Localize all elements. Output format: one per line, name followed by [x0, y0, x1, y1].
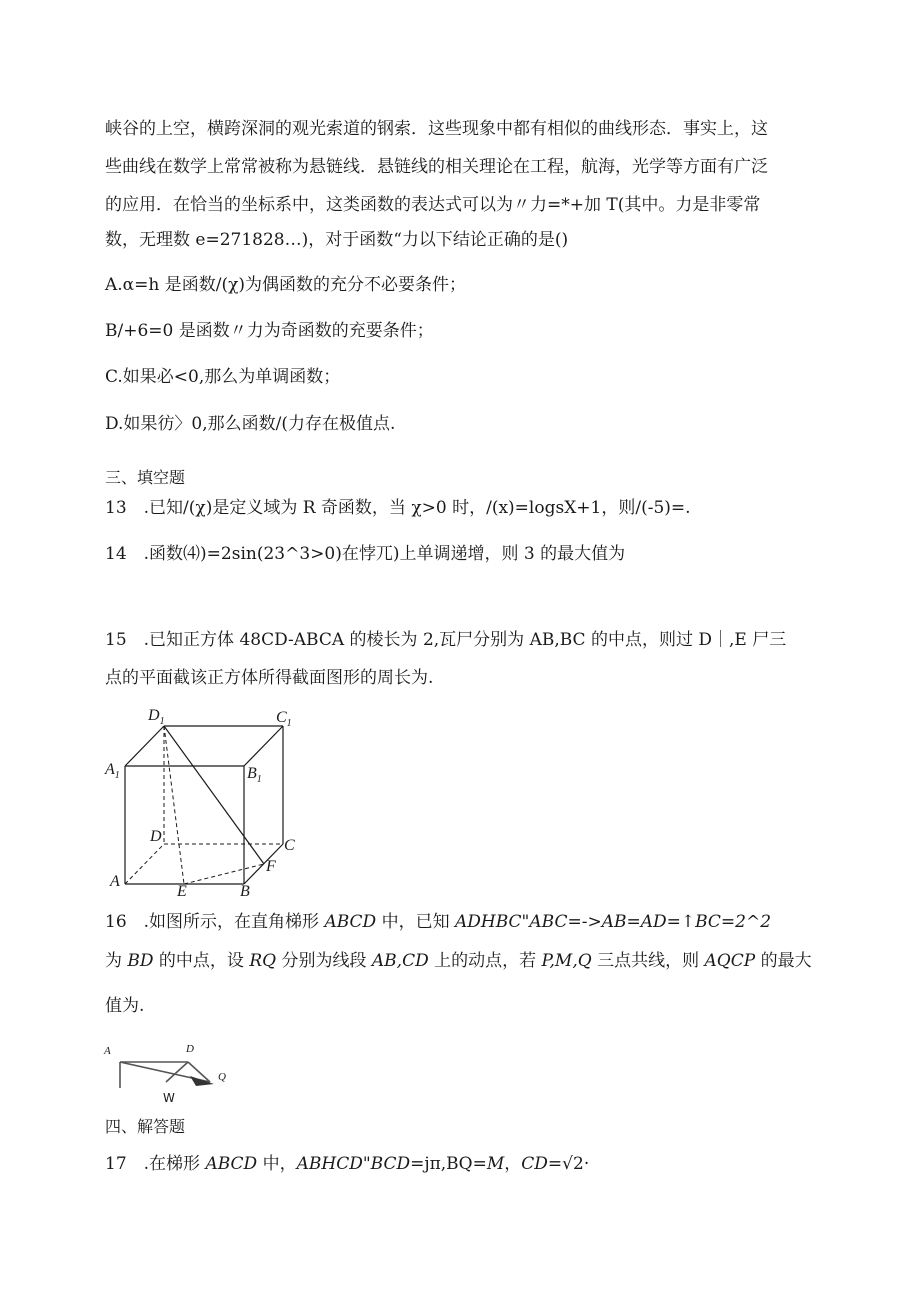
intro-line-4: 数，无理数 e=271828…)，对于函数“力以下结论正确的是() [105, 230, 569, 250]
option-c: C.如果必<0,那么为单调函数； [105, 367, 341, 387]
label-d1: $D_1$ [148, 707, 165, 727]
label-a: A [110, 873, 120, 890]
option-a: A.α=h 是函数/(χ)为偶函数的充分不必要条件； [105, 275, 467, 295]
question-16-line-2: 为 BD 的中点，设 RQ 分别为线段 AB,CD 上的动点，若 P,M,Q 三点共线，则 AQCP 的最大 [105, 951, 812, 971]
label-c1: $C_1$ [276, 709, 292, 729]
section-heading-solutions: 四、解答题 [105, 1117, 186, 1136]
trap-label-q: Q [218, 1071, 226, 1083]
label-c: C [284, 837, 295, 854]
cube-figure [100, 700, 310, 898]
intro-line-3: 的应用．在恰当的坐标系中，这类函数的表达式可以为〃力=*+加 T(其中。力是非零常 [105, 195, 761, 215]
question-16-line-3: 值为. [105, 996, 145, 1016]
option-b: B/+6=0 是函数〃力为奇函数的充要条件； [105, 321, 434, 341]
intro-line-2: 些曲线在数学上常常被称为悬链线．悬链线的相关理论在工程，航海，光学等方面有广泛 [105, 157, 768, 177]
trap-label-a: A [104, 1045, 111, 1057]
intro-line-1: 峡谷的上空，横跨深洞的观光索道的钢索．这些现象中都有相似的曲线形态．事实上，这 [105, 119, 768, 139]
label-b1: $B_1$ [247, 765, 262, 785]
label-b: B [240, 883, 250, 898]
question-15-line-1: 15 .已知正方体 48CD-ABCA 的棱长为 2,瓦尸分别为 AB,BC 的中点，则过 D｜,E 尸三 [105, 630, 787, 650]
trap-label-w: W [163, 1091, 175, 1105]
question-13: 13 .已知/(χ)是定义域为 R 奇函数，当 χ>0 时，/(x)=logsX+1，则/(-5)=. [105, 498, 691, 518]
trap-label-d: D [186, 1043, 194, 1055]
label-f: F [266, 858, 276, 875]
question-15-line-2: 点的平面截该正方体所得截面图形的周长为. [105, 668, 434, 688]
option-d: D.如果彷〉0,那么函数/(力存在极值点. [105, 414, 396, 434]
label-e: E [177, 883, 187, 898]
trapezoid-figure [100, 1040, 240, 1106]
question-14: 14 .函数⑷)=2sin(23^3>0)在悖兀)上单调递增，则 3 的最大值为 [105, 544, 626, 564]
question-16-line-1: 16 .如图所示，在直角梯形 ABCD 中，已知 ADHBC"ABC=->AB=AD=↑BC=2^2 [105, 912, 772, 932]
section-heading-fill-in: 三、填空题 [105, 468, 186, 487]
label-a1: $A_1$ [105, 761, 120, 781]
label-d: D [150, 828, 162, 845]
question-17: 17 .在梯形 ABCD 中，ABHCD"BCD=jπ,BQ=M，CD=√2· [105, 1154, 590, 1174]
